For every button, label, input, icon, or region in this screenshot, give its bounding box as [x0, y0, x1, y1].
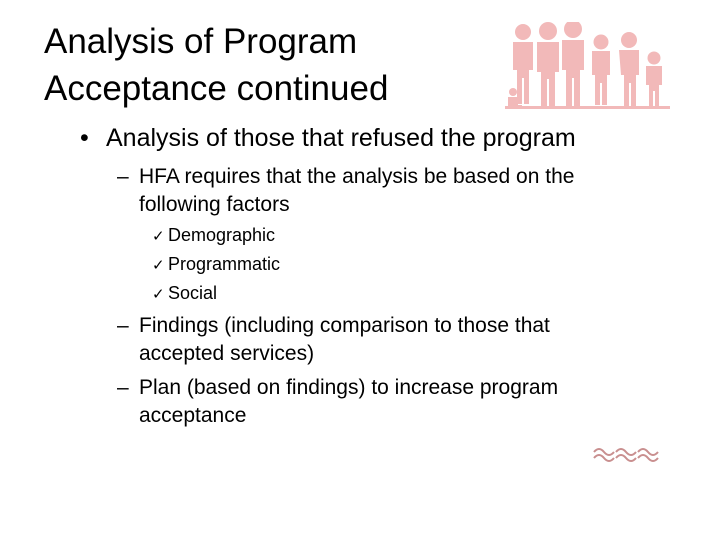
checkmark-icon: ✓ [152, 227, 165, 245]
checkmark-icon: ✓ [152, 285, 165, 303]
sub-item-line: following factors [139, 193, 290, 216]
slide-title-line: Acceptance continued [44, 69, 389, 108]
sub-item-text [139, 163, 649, 219]
bullet-mark: • [80, 124, 89, 152]
factor-item [152, 281, 217, 306]
sub-item-line: acceptance [139, 404, 247, 427]
checkmark-icon: ✓ [152, 256, 165, 274]
family-figures-icon [505, 22, 670, 112]
factor-item [152, 223, 275, 248]
sub-item-line: HFA requires that the analysis be based on the [139, 165, 575, 188]
sub-item-line: accepted services) [139, 342, 315, 365]
slide-title-line: Analysis of Program [44, 22, 358, 61]
wave-squiggle-icon [592, 440, 660, 464]
sub-item-dash: – [117, 376, 129, 399]
sub-item-dash: – [117, 165, 129, 188]
sub-item-line: Plan (based on findings) to increase program [139, 376, 559, 399]
bullet-text: Analysis of those that refused the program [106, 124, 576, 152]
sub-item-text [139, 312, 649, 368]
factor-item [152, 252, 280, 277]
factor-label: Social [168, 283, 218, 303]
sub-item-line: Findings (including comparison to those that [139, 314, 550, 337]
slide-title [44, 18, 484, 112]
sub-item-dash: – [117, 314, 129, 337]
factor-label: Programmatic [168, 254, 281, 274]
factor-label: Demographic [168, 225, 276, 245]
sub-item-text [139, 374, 649, 430]
